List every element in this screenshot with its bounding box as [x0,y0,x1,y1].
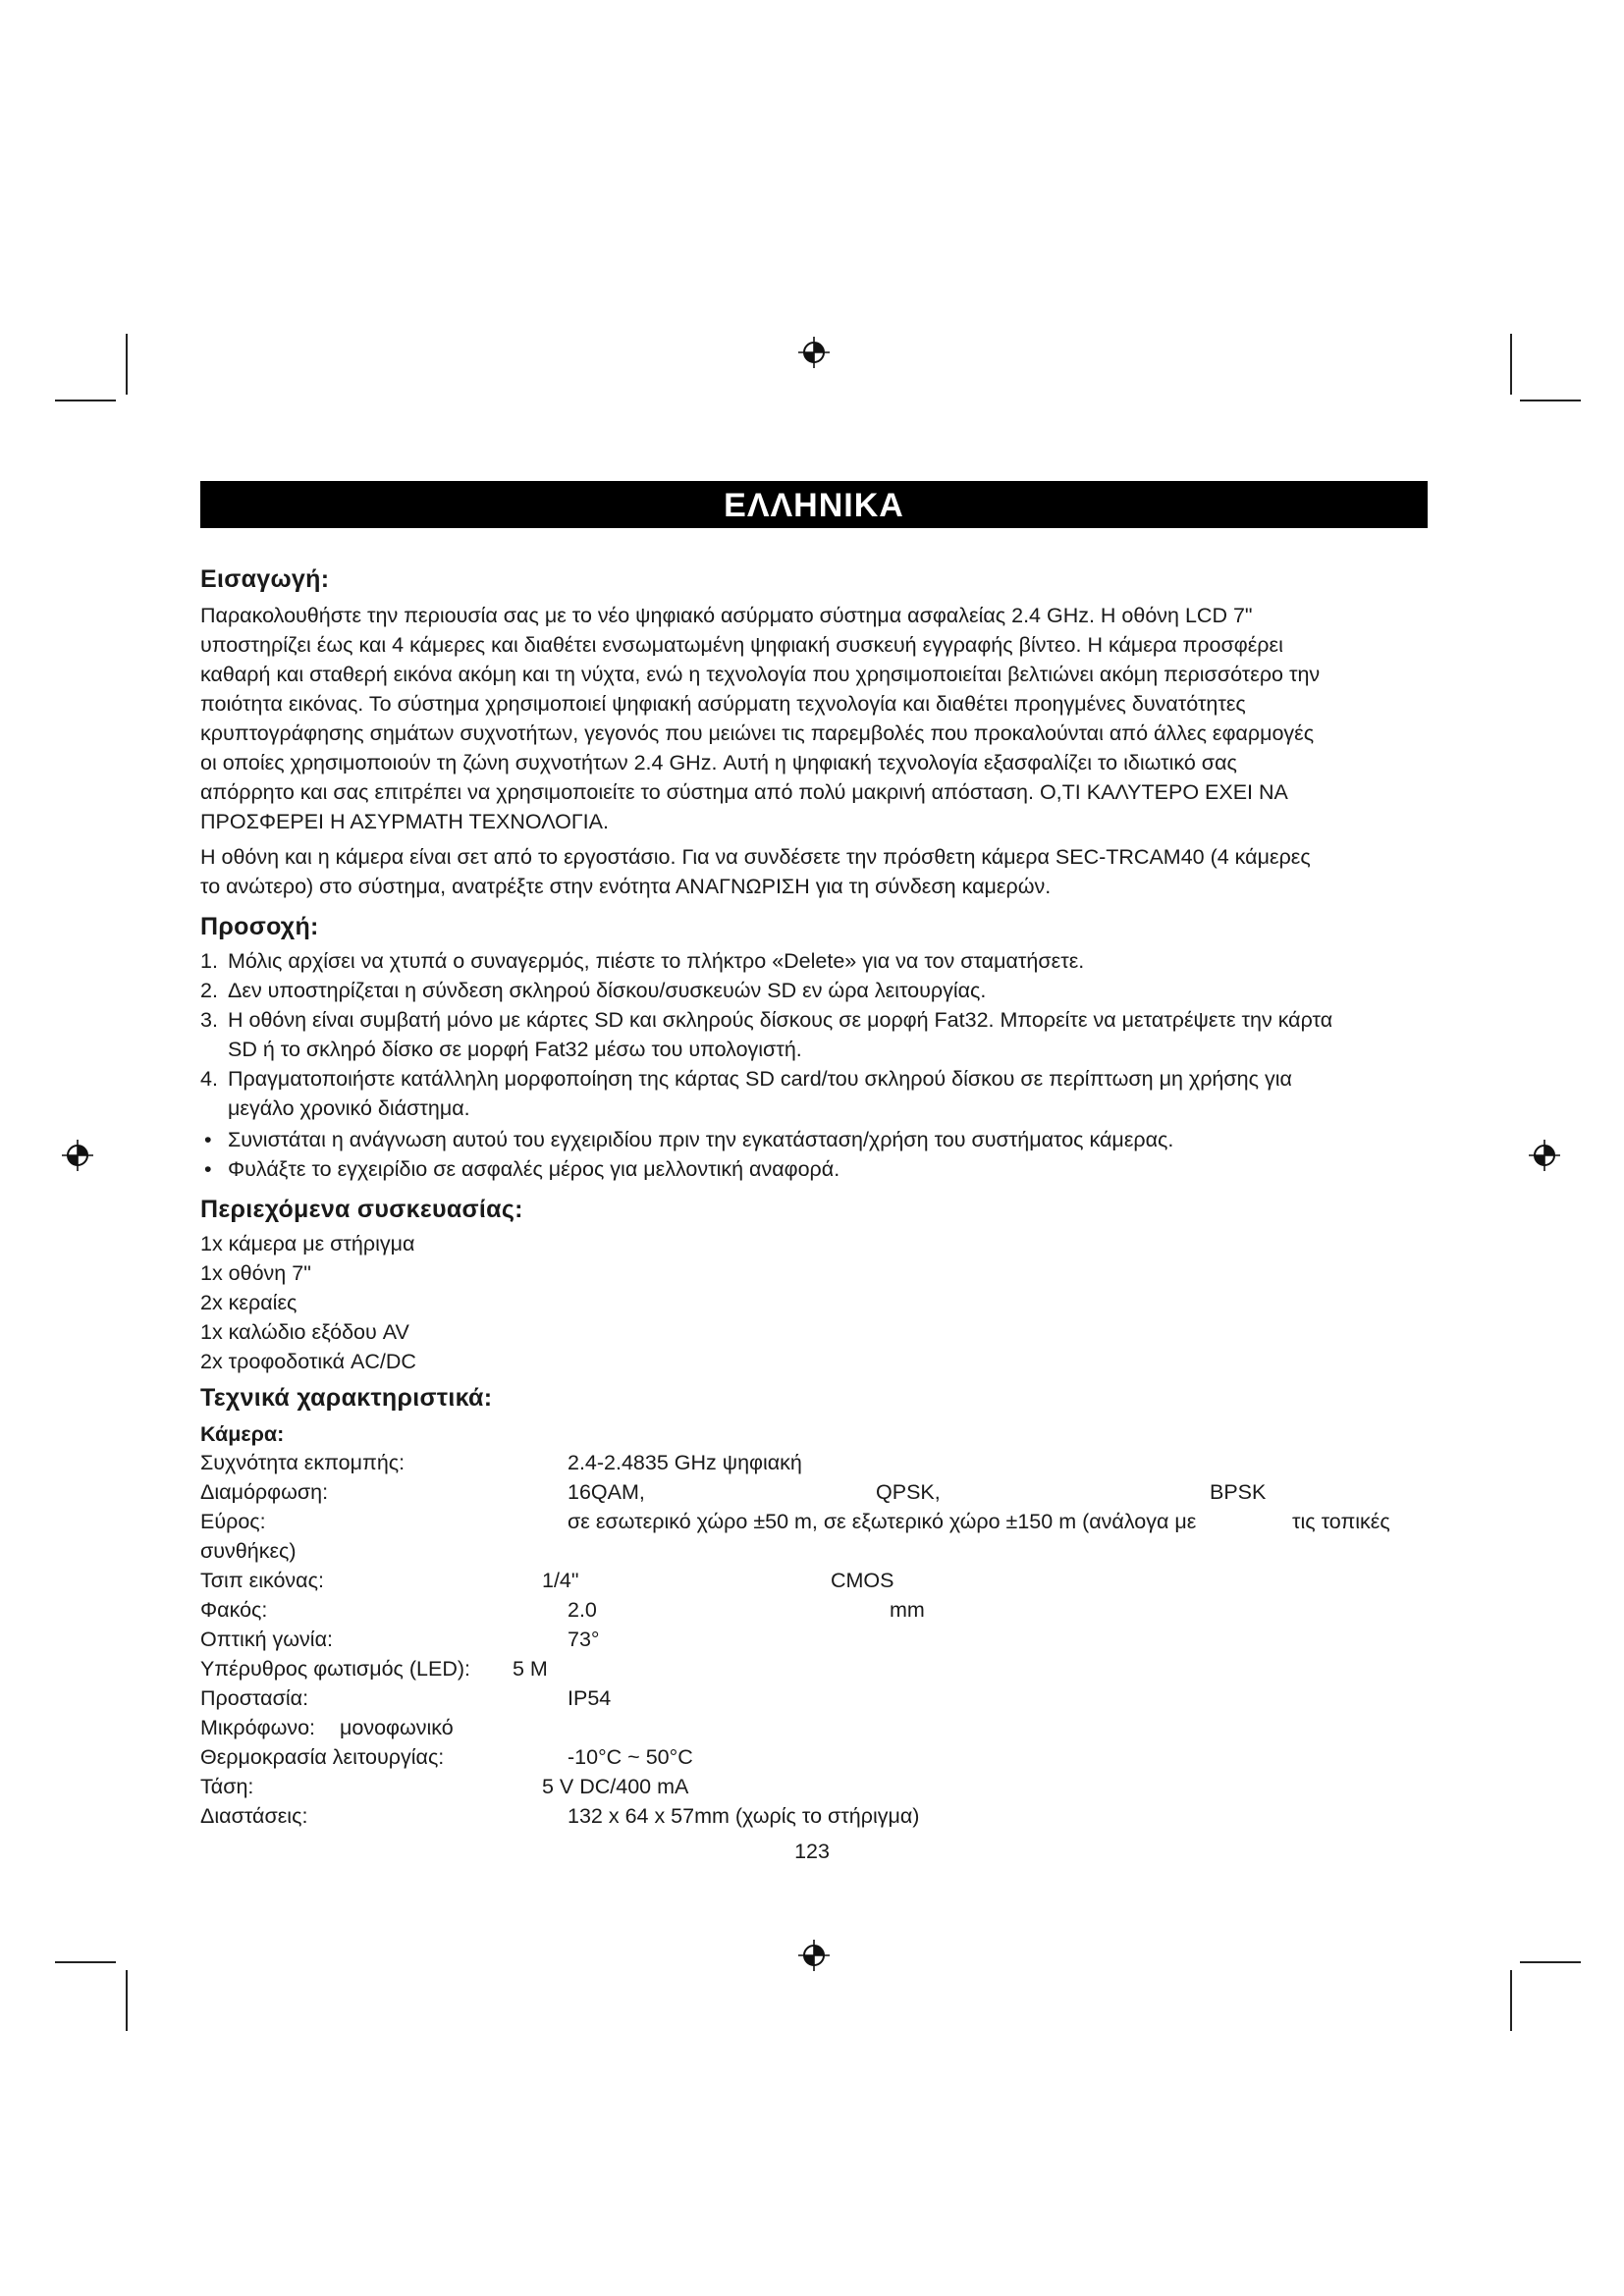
list-item: 1x κάμερα με στήριγμα [200,1232,415,1255]
list-number: 4. [200,1067,218,1091]
spec-value: 1/4" [542,1569,579,1592]
text-line: οι οποίες χρησιμοποιούν τη ζώνη συχνοτήτων 2.4 GHz. Αυτή η ψηφιακή τεχνολογία εξασφαλίζει το ιδιωτικό σας [200,751,1237,774]
list-item [200,1005,1428,1064]
crop-mark-bottom-left-horizontal [55,1961,116,1963]
registration-mark-icon [1528,1139,1561,1172]
spec-value: 5 V DC/400 mA [542,1775,689,1798]
spec-value: 2.0 [568,1598,597,1622]
spec-value: 16QAM, [568,1480,645,1504]
spec-value: τις τοπικές [1292,1510,1390,1533]
crop-mark-top-left-vertical [126,334,128,395]
page-number: 123 [794,1840,830,1863]
spec-label: Διαμόρφωση: [200,1480,329,1504]
spec-label: Εύρος: [200,1510,266,1533]
spec-value: BPSK [1210,1480,1267,1504]
crop-mark-top-right-horizontal [1520,400,1581,401]
list-item: 2x τροφοδοτικά AC/DC [200,1350,416,1373]
contents-heading: Περιεχόμενα συσκευασίας: [200,1196,523,1223]
list-text: μεγάλο χρονικό διάστημα. [228,1096,470,1120]
caution-heading: Προσοχή: [200,913,319,940]
spec-label: Συχνότητα εκπομπής: [200,1451,406,1474]
text-line: καθαρή και σταθερή εικόνα ακόμη και τη νύχτα, ενώ η τεχνολογία που χρησιμοποιείται βελτιώνει ακόμη περισσότερο την [200,663,1321,686]
text-line: Παρακολουθήστε την περιουσία σας με το νέο ψηφιακό ασύρματο σύστημα ασφαλείας 2.4 GHz. Η οθόνη LCD 7" [200,604,1253,627]
list-item: 1x οθόνη 7" [200,1261,311,1285]
specs-subheading: Κάμερα: [200,1422,285,1446]
intro-heading: Εισαγωγή: [200,565,330,593]
spec-value: 5 M [513,1657,548,1681]
spec-label: Τσιπ εικόνας: [200,1569,324,1592]
text-line: απόρρητο και σας επιτρέπει να χρησιμοποιείτε το σύστημα από πολύ μακρινή απόσταση. Ο,ΤΙ ΚΑΛΥΤΕΡΟ ΕΧΕΙ ΝΑ [200,780,1288,804]
specs-heading: Τεχνικά χαρακτηριστικά: [200,1384,493,1412]
list-item: 1x καλώδιο εξόδου AV [200,1320,409,1344]
list-number: 2. [200,979,218,1002]
spec-label: Προστασία: [200,1686,309,1710]
spec-value: 2.4-2.4835 GHz ψηφιακή [568,1451,802,1474]
list-item [200,946,1428,976]
spec-label: Οπτική γωνία: [200,1628,333,1651]
registration-mark-icon [797,336,831,369]
crop-mark-top-left-horizontal [55,400,116,401]
spec-value: CMOS [831,1569,894,1592]
caution-list [200,946,1428,1123]
spec-label: Θερμοκρασία λειτουργίας: [200,1745,445,1769]
list-item [200,1154,1428,1184]
list-text: Η οθόνη είναι συμβατή μόνο με κάρτες SD και σκληρούς δίσκους σε μορφή Fat32. Μπορείτε να μετατρέψετε την κάρτα [228,1008,1333,1032]
intro-paragraph-2 [200,842,1428,901]
text-line: υποστηρίζει έως και 4 κάμερες και διαθέτει ενσωματωμένη ψηφιακή συσκευή εγγραφής βίντεο. Η κάμερα προσφέρει [200,633,1283,657]
spec-value: συνθήκες) [200,1539,297,1563]
crop-mark-bottom-right-vertical [1510,1970,1512,2031]
text-line: το ανώτερο) στο σύστημα, ανατρέξτε στην ενότητα ΑΝΑΓΝΩΡΙΣΗ για τη σύνδεση καμερών. [200,875,1052,898]
list-number: 3. [200,1008,218,1032]
list-text: Πραγματοποιήστε κατάλληλη μορφοποίηση της κάρτας SD card/του σκληρού δίσκου σε περίπτωση μη χρήσης για [228,1067,1292,1091]
text-line: ποιότητα εικόνας. Το σύστημα χρησιμοποιεί ψηφιακή ασύρματη τεχνολογία και διαθέτει προηγμένες δυνατότητες [200,692,1246,716]
list-text: SD ή το σκληρό δίσκο σε μορφή Fat32 μέσω του υπολογιστή. [228,1038,802,1061]
spec-label: Διαστάσεις: [200,1804,308,1828]
intro-paragraph-1 [200,601,1428,836]
list-number: 1. [200,949,218,973]
bullet-glyph: • [204,1128,212,1151]
list-item [200,976,1428,1005]
list-text: Φυλάξτε το εγχειρίδιο σε ασφαλές μέρος για μελλοντική αναφορά. [228,1157,840,1181]
spec-label: Μικρόφωνο: [200,1716,316,1739]
spec-value: -10°C ~ 50°C [568,1745,693,1769]
list-item [200,1064,1428,1123]
spec-value: 73° [568,1628,600,1651]
list-text: Δεν υποστηρίζεται η σύνδεση σκληρού δίσκου/συσκευών SD εν ώρα λειτουργίας. [228,979,987,1002]
spec-label: Τάση: [200,1775,254,1798]
spec-label: Υπέρυθρος φωτισμός (LED): [200,1657,470,1681]
crop-mark-bottom-right-horizontal [1520,1961,1581,1963]
registration-mark-icon [797,1939,831,1972]
list-text: Μόλις αρχίσει να χτυπά ο συναγερμός, πιέστε το πλήκτρο «Delete» για να τον σταματήσετε. [228,949,1085,973]
spec-value: IP54 [568,1686,612,1710]
spec-value: μονοφωνικό [340,1716,454,1739]
text-line: ΠΡΟΣΦΕΡΕΙ Η ΑΣΥΡΜΑΤΗ ΤΕΧΝΟΛΟΓΙΑ. [200,810,609,833]
spec-value: 132 x 64 x 57mm (χωρίς το στήριγμα) [568,1804,920,1828]
spec-value: σε εσωτερικό χώρο ±50 m, σε εξωτερικό χώρο ±150 m (ανάλογα με [568,1510,1197,1533]
caution-bullets [200,1125,1428,1184]
text-line: Η οθόνη και η κάμερα είναι σετ από το εργοστάσιο. Για να συνδέσετε την πρόσθετη κάμερα SEC-TRCAM40 (4 κάμερες [200,845,1311,869]
list-text: Συνιστάται η ανάγνωση αυτού του εγχειριδίου πριν την εγκατάσταση/χρήση του συστήματος κάμερας. [228,1128,1174,1151]
crop-mark-top-right-vertical [1510,334,1512,395]
language-header: ΕΛΛΗΝΙΚΑ [200,481,1428,528]
spec-value: QPSK, [876,1480,941,1504]
registration-mark-icon [61,1139,94,1172]
list-item: 2x κεραίες [200,1291,298,1314]
spec-value: mm [890,1598,925,1622]
bullet-glyph: • [204,1157,212,1181]
contents-list [200,1229,1428,1376]
list-item [200,1125,1428,1154]
text-line: κρυπτογράφησης σημάτων συχνοτήτων, γεγονός που μειώνει τις παρεμβολές που προκαλούνται από άλλες εφαρμογές [200,721,1315,745]
crop-mark-bottom-left-vertical [126,1970,128,2031]
spec-label: Φακός: [200,1598,268,1622]
